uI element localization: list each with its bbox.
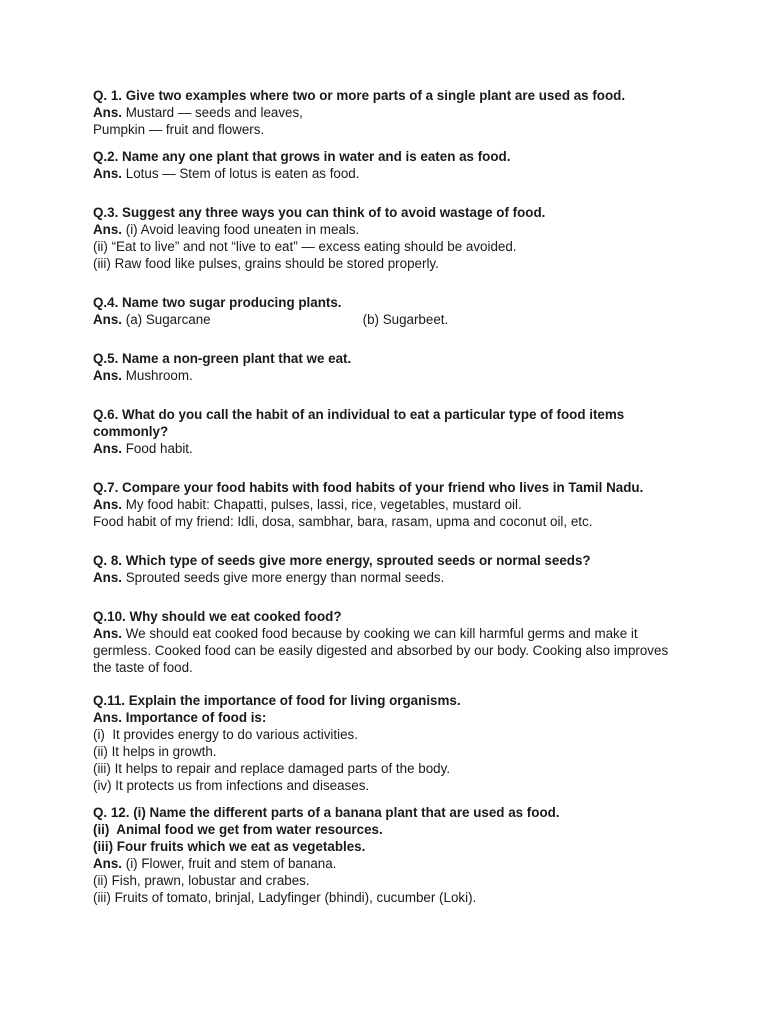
- answer-label: Ans.: [93, 166, 123, 181]
- question: Q.6. What do you call the habit of an individual to eat a particular type of food items commonly?: [93, 407, 625, 439]
- answer-line: (iii) Raw food like pulses, grains should be stored properly.: [93, 256, 439, 271]
- answer-line: [93, 104, 693, 121]
- answer-label: Ans.: [93, 856, 123, 871]
- question: Q.7. Compare your food habits with food habits of your friend who lives in Tamil Nadu.: [93, 480, 644, 495]
- question: (ii) Animal food we get from water resources.: [93, 822, 383, 837]
- answer-label: Ans.: [93, 222, 123, 237]
- answer-line: [93, 367, 693, 384]
- qa-block-12: [93, 804, 693, 906]
- answer-text: Mustard — seeds and leaves,: [122, 105, 303, 120]
- question: Q.4. Name two sugar producing plants.: [93, 295, 342, 310]
- answer-option-a: (a) Sugarcane: [122, 312, 211, 327]
- answer-label: Ans.: [93, 441, 123, 456]
- answer-text: Sprouted seeds give more energy than normal seeds.: [122, 570, 445, 585]
- answer-heading: Ans. Importance of food is:: [93, 710, 267, 725]
- question: Q. 1. Give two examples where two or more parts of a single plant are used as food.: [93, 88, 626, 103]
- qa-block-3: [93, 204, 693, 272]
- answer-line: [93, 165, 693, 182]
- question: (iii) Four fruits which we eat as vegetables.: [93, 839, 366, 854]
- qa-block-7: [93, 479, 693, 530]
- answer-text: (i) Flower, fruit and stem of banana.: [122, 856, 337, 871]
- answer-line: [93, 855, 693, 872]
- document-page: [93, 87, 693, 922]
- answer-text: Lotus — Stem of lotus is eaten as food.: [122, 166, 360, 181]
- answer-line: (ii) “Eat to live” and not “live to eat” — excess eating should be avoided.: [93, 239, 517, 254]
- qa-block-10: [93, 608, 693, 676]
- question: Q.10. Why should we eat cooked food?: [93, 609, 342, 624]
- question: Q. 8. Which type of seeds give more energy, sprouted seeds or normal seeds?: [93, 553, 591, 568]
- qa-block-6: [93, 406, 693, 457]
- question: Q.2. Name any one plant that grows in water and is eaten as food.: [93, 149, 511, 164]
- answer-label: Ans.: [93, 105, 123, 120]
- answer-line: Food habit of my friend: Idli, dosa, sambhar, bara, rasam, upma and coconut oil, etc.: [93, 514, 593, 529]
- answer-text: Mushroom.: [122, 368, 193, 383]
- qa-block-5: [93, 350, 693, 384]
- qa-block-2: [93, 148, 693, 182]
- answer-text: My food habit: Chapatti, pulses, lassi, rice, vegetables, mustard oil.: [122, 497, 522, 512]
- answer-option-b: (b) Sugarbeet.: [362, 312, 449, 327]
- answer-line: (iv) It protects us from infections and diseases.: [93, 778, 370, 793]
- qa-block-1: [93, 87, 693, 138]
- question: Q. 12. (i) Name the different parts of a banana plant that are used as food.: [93, 805, 560, 820]
- answer-line: [93, 440, 693, 457]
- answer-line: (iii) Fruits of tomato, brinjal, Ladyfinger (bhindi), cucumber (Loki).: [93, 890, 477, 905]
- answer-label: Ans.: [93, 626, 123, 641]
- question: Q.5. Name a non-green plant that we eat.: [93, 351, 352, 366]
- answer-label: Ans.: [93, 368, 123, 383]
- answer-label: Ans.: [93, 570, 123, 585]
- answer-line: [93, 311, 693, 328]
- answer-line: (ii) Fish, prawn, lobustar and crabes.: [93, 873, 310, 888]
- answer-text: (i) Avoid leaving food uneaten in meals.: [122, 222, 360, 237]
- answer-text: We should eat cooked food because by cooking we can kill harmful germs and make it germless. Cooked food can be easily digested and absorbed by our body. Cooking also improves the taste of food.: [93, 626, 669, 675]
- answer-line: [93, 496, 693, 513]
- answer-line: Pumpkin — fruit and flowers.: [93, 122, 265, 137]
- answer-line: (iii) It helps to repair and replace damaged parts of the body.: [93, 761, 451, 776]
- qa-block-8: [93, 552, 693, 586]
- question: Q.3. Suggest any three ways you can think of to avoid wastage of food.: [93, 205, 546, 220]
- qa-block-11: [93, 692, 693, 794]
- answer-line: [93, 569, 693, 586]
- answer-paragraph: [93, 625, 678, 676]
- qa-block-4: [93, 294, 693, 328]
- answer-line: [93, 221, 693, 238]
- answer-text: Food habit.: [122, 441, 193, 456]
- answer-label: Ans.: [93, 497, 123, 512]
- answer-line: (ii) It helps in growth.: [93, 744, 217, 759]
- question: Q.11. Explain the importance of food for living organisms.: [93, 693, 461, 708]
- answer-line: (i) It provides energy to do various activities.: [93, 727, 358, 742]
- answer-label: Ans.: [93, 312, 123, 327]
